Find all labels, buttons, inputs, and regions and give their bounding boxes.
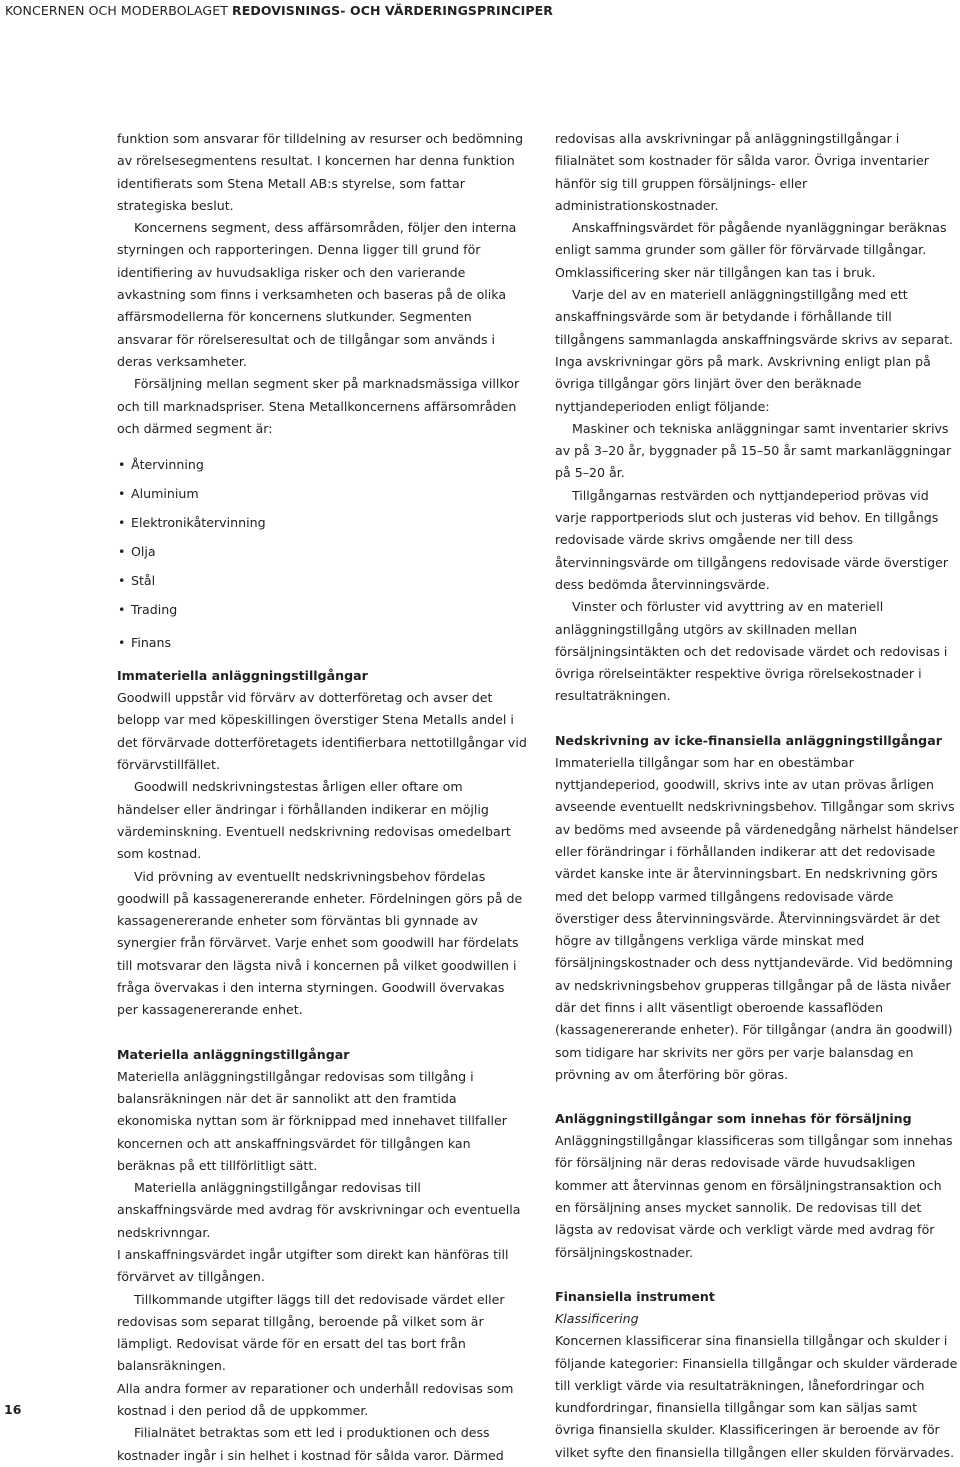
segment-list <box>117 450 527 657</box>
materiella-paragraph-4: Tillkommande utgifter läggs till det redovisade värdet eller redovisas som separat tillgång, beroende på vilket som är lämpligt. Redovisat värde för en ersatt del tas bort från balansräkningen. <box>117 1291 505 1374</box>
right-paragraph-6: Tillgångarnas restvärden och nyttjandeperiod prövas vid varje rapportperiods slut och justeras vid behov. En tillgångs redovisade värde skrivs omgående ner till dess återvinningsvärde om tillgångens redovisade värde överstiger dess bedömda återvinningsvärde. <box>555 487 948 592</box>
immateriella-paragraph-3: Vid prövning av eventuellt nedskrivningsbehov fördelas goodwill på kassagenererande enheter. Fördelningen görs på de kassagenererande enheter som förväntas bli gynnade av synergier från förvärvet. Varje enhet som goodwill har fördelats till motsvarar den lägsta nivå i koncernen på vilket goodwillen i fråga övervakas i den interna styrningen. Goodwill övervakas per kassagenererande enhet. <box>117 868 523 1018</box>
segment-paragraph-1: funktion som ansvarar för tilldelning av resurser och bedömning av rörelsesegmentens resultat. I koncernen har denna funktion identifierats som Stena Metall AB:s styrelse, som fattar strategiska beslut. <box>117 131 524 213</box>
heading-materiella: Materiella anläggningstillgångar <box>117 1046 350 1062</box>
subheading-klassificering: Klassificering <box>555 1310 639 1326</box>
bullet-icon: • <box>118 515 126 531</box>
heading-forsaljning: Anläggningstillgångar som innehas för försäljning <box>555 1111 912 1127</box>
list-item: • Olja <box>117 537 527 566</box>
right-paragraph-7: Vinster och förluster vid avyttring av en materiell anläggningstillgång utgörs av skillnaden mellan försäljningsintäkten och det redovisade värdet och redovisas i övriga rörelseintäkter respektive övriga rörelsekostnader i resultaträkningen. <box>555 599 948 704</box>
materiella-paragraph-2: Materiella anläggningstillgångar redovisas till anskaffningsvärde med avdrag för avskrivningar och eventuella nedskrivnngar. <box>117 1180 521 1240</box>
list-item: • Aluminium <box>117 479 527 508</box>
materiella-paragraph-6: Filialnätet betraktas som ett led i produktionen och dess kostnader ingår i sin helhet i kostnad för sålda varor. Därmed <box>117 1425 504 1463</box>
header-section: KONCERNEN OCH MODERBOLAGET <box>5 3 228 18</box>
right-paragraph-3: Omklassificering sker när tillgången kan tas i bruk. <box>555 264 876 280</box>
materiella-paragraph-1: Materiella anläggningstillgångar redovisas som tillgång i balansräkningen när det är sannolikt att den framtida ekonomiska nyttan som är förknippad med innehavet tillfaller koncernen och att anskaffningsvärdet för tillgången kan beräknas på ett tillförlitligt sätt. <box>117 1068 507 1173</box>
nedskrivning-paragraph: Immateriella tillgångar som har en obestämbar nyttjandeperiod, goodwill, skrivs inte av utan prövas årligen avseende eventuellt nedskrivningsbehov. Tillgångar som skrivs av bedöms med avseende på värdenedgång närhelst händelser eller förändringar i förhållanden indikerar att det redovisade värdet kanske inte är återvinningsbart. En nedskrivning görs med det belopp varmed tillgångens redovisade värde överstiger dess återvinningsvärde. Återvinningsvärdet är det högre av tillgångens verkliga värde minskat med försäljningskostnader och dess nyttjandevärde. Vid bedömning av nedskrivningsbehov grupperas tillgångar på de lästa nivåer där det finns i allt väsentligt oberoende kassaflöden (kassagenererande enheter). För tillgångar (andra än goodwill) som tidigare har skrivits ner görs per varje balansdag en prövning av om återföring bör göras. <box>555 754 959 1082</box>
list-item: • Trading <box>117 595 527 624</box>
list-item: • Finans <box>117 628 527 657</box>
heading-immateriella: Immateriella anläggningstillgångar <box>117 668 368 684</box>
immateriella-paragraph-1: Goodwill uppstår vid förvärv av dotterföretag och avser det belopp var med köpeskillingen överstiger Stena Metalls andel i det förvärvade dotterföretagets identifierbara nettotillgångar vid förvärvstillfället. <box>117 690 527 773</box>
page-number: 16 <box>4 1402 22 1417</box>
list-item: • Återvinning <box>117 450 527 479</box>
list-item: • Elektronikåtervinning <box>117 508 527 537</box>
materiella-paragraph-5: Alla andra former av reparationer och underhåll redovisas som kostnad i den period då de uppkommer. <box>117 1380 514 1419</box>
materiella-paragraph-3: I anskaffningsvärdet ingår utgifter som direkt kan hänföras till förvärvet av tillgången. <box>117 1246 509 1285</box>
right-paragraph-2: Anskaffningsvärdet för pågående nyanläggningar beräknas enligt samma grunder som gäller för förvärvade tillgångar. <box>555 220 947 258</box>
right-column <box>555 128 960 1464</box>
immateriella-paragraph-2: Goodwill nedskrivningstestas årligen eller oftare om händelser eller ändringar i förhållanden indikerar en möjlig värdeminskning. Eventuell nedskrivning redovisas omedelbart som kostnad. <box>117 779 511 862</box>
running-header <box>5 3 553 18</box>
segment-paragraph-3: Försäljning mellan segment sker på marknadsmässiga villkor och till marknadspriser. Stena Metallkoncernens affärsområden och därmed segment är: <box>117 376 520 436</box>
heading-finansiella: Finansiella instrument <box>555 1288 715 1304</box>
heading-nedskrivning: Nedskrivning av icke-finansiella anläggningstillgångar <box>555 732 942 748</box>
right-paragraph-1: redovisas alla avskrivningar på anläggningstillgångar i filialnätet som kostnader för sålda varor. Övriga inventarier hänför sig till gruppen försäljnings- eller administrationskostnader. <box>555 131 929 213</box>
header-title: REDOVISNINGS- OCH VÄRDERINGSPRINCIPER <box>232 3 553 18</box>
bullet-icon: • <box>118 544 126 560</box>
left-column <box>117 128 527 1467</box>
list-item: • Stål <box>117 566 527 595</box>
bullet-icon: • <box>118 457 126 473</box>
bullet-icon: • <box>118 635 126 651</box>
bullet-icon: • <box>118 486 126 502</box>
right-paragraph-4: Varje del av en materiell anläggningstillgång med ett anskaffningsvärde som är betydande i förhållande till tillgångens sammanlagda anskaffningsvärde skrivs av separat. Inga avskrivningar görs på mark. Avskrivning enligt plan på övriga tillgångar görs linjärt över den beräknade nyttjandeperioden enligt följande: <box>555 287 954 414</box>
segment-paragraph-2: Koncernens segment, dess affärsområden, följer den interna styrningen och rapporteringen. Denna ligger till grund för identifiering av huvudsakliga risker och den varierande avkastning som finns i verksamheten och baseras på de olika affärsmodellerna för koncernens slutkunder. Segmenten ansvarar för rörelseresultat och de tillgångar som används i deras verksamheter. <box>117 220 517 369</box>
finansiella-paragraph: Koncernen klassificerar sina finansiella tillgångar och skulder i följande kategorier: Finansiella tillgångar och skulder värderade till verkligt värde via resultaträkningen, lånefordringar och kundfordringar, finansiella tillgångar som kan säljas samt övriga finansiella skulder. Klassificeringen är beroende av för vilket syfte den finansiella tillgången eller skulden förvärvades. <box>555 1333 958 1460</box>
bullet-icon: • <box>118 573 126 589</box>
forsaljning-paragraph: Anläggningstillgångar klassificeras som tillgångar som innehas för försäljning när deras redovisade värde huvudsakligen kommer att återvinnas genom en försäljningstransaktion och en försäljning anses mycket sannolik. De redovisas till det lägsta av redovisat värde och verkligt värde med avdrag för försäljningskostnader. <box>555 1133 953 1260</box>
bullet-icon: • <box>118 602 126 618</box>
depreciation-periods: Maskiner och tekniska anläggningar samt inventarier skrivs av på 3–20 år, byggnader på 15–50 år samt markanläggningar på 5–20 år. <box>555 420 952 481</box>
